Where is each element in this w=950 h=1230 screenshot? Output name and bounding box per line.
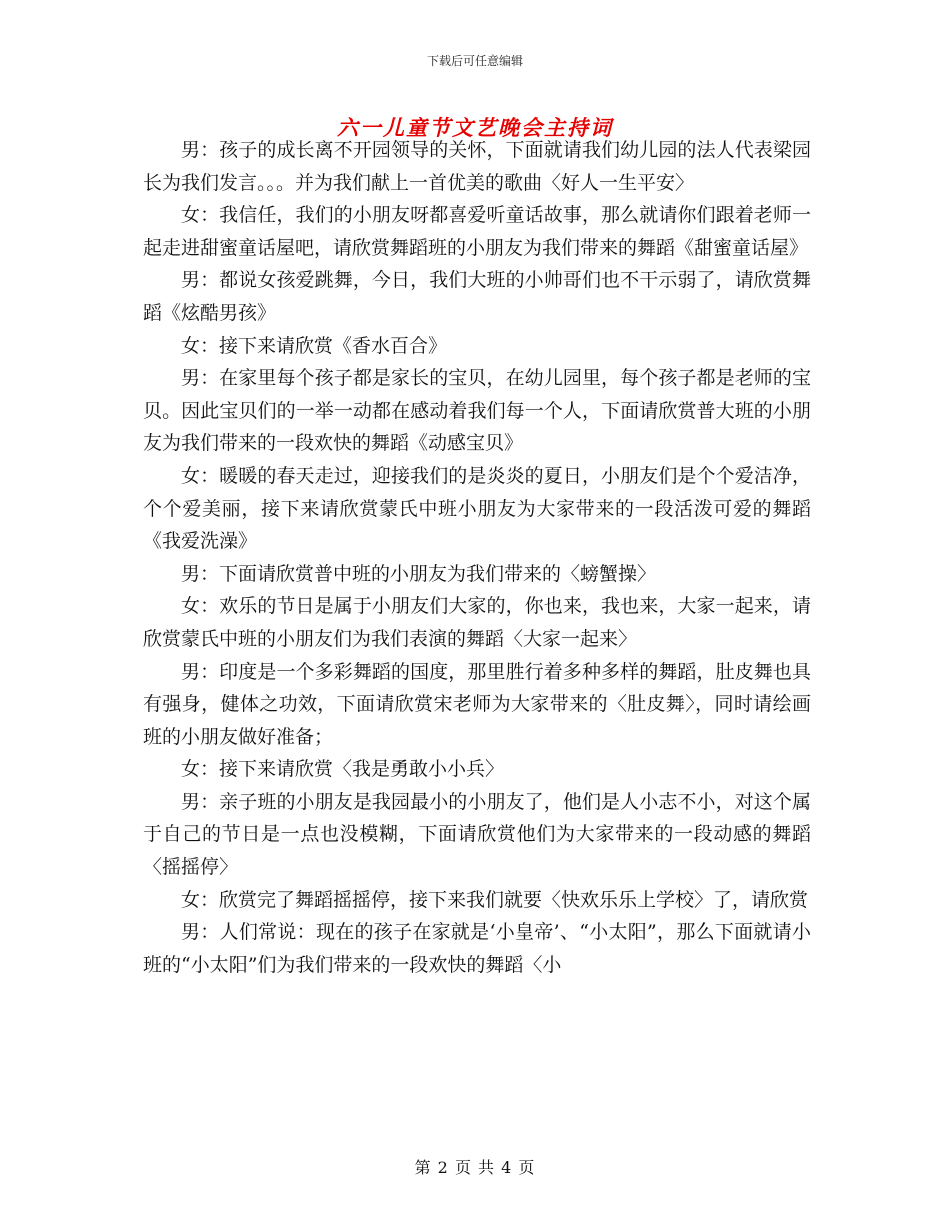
paragraph: 女：欣赏完了舞蹈摇摇停，接下来我们就要〈快欢乐乐上学校〉了，请欣赏: [181, 888, 809, 911]
paragraph: 男：亲子班的小朋友是我园最小的小朋友了，他们是人小志不小，对这个属于自己的节日是一点也没模糊，下面请欣赏他们为大家带来的一段动感的舞蹈〈摇摇停〉: [143, 790, 811, 879]
paragraph: 男：印度是一个多彩舞蹈的国度，那里胜行着多种多样的舞蹈，肚皮舞也具有强身，健体之功效，下面请欣赏宋老师为大家带来的〈肚皮舞〉，同时请绘画班的小朋友做好准备；: [143, 660, 811, 748]
paragraph: 女：暖暖的春天走过，迎接我们的是炎炎的夏日，小朋友们是个个爱洁净，个个爱美丽，接下来请欣赏蒙氏中班小朋友为大家带来的一段活泼可爱的舞蹈《我爱洗澡》: [143, 464, 811, 553]
paragraph: 女：欢乐的节日是属于小朋友们大家的，你也来，我也来，大家一起来，请欣赏蒙氏中班的小朋友们为我们表演的舞蹈〈大家一起来〉: [143, 595, 811, 650]
page-footer: 第 2 页 共 4 页: [414, 1158, 536, 1177]
paragraph: 男：孩子的成长离不开园领导的关怀，下面就请我们幼儿园的法人代表梁园长为我们发言。。。并为我们献上一首优美的歌曲〈好人一生平安〉: [143, 139, 811, 194]
paragraph: 女：接下来请欣赏〈我是勇敢小小兵〉: [181, 758, 505, 781]
body-text: [143, 134, 811, 981]
paragraph: 女：接下来请欣赏《香水百合》: [181, 334, 448, 357]
paragraph: 男：都说女孩爱跳舞，今日，我们大班的小帅哥们也不干示弱了，请欣赏舞蹈《炫酷男孩》: [143, 269, 811, 324]
paragraph: 女：我信任，我们的小朋友呀都喜爱听童话故事，那么就请你们跟着老师一起走进甜蜜童话屋吧，请欣赏舞蹈班的小朋友为我们带来的舞蹈《甜蜜童话屋》: [143, 204, 811, 259]
paragraph: 男：人们常说：现在的孩子在家就是‘小皇帝’、“小太阳”，那么下面就请小班的“小太阳”们为我们带来的一段欢快的舞蹈〈小: [143, 921, 811, 976]
paragraph: 男：在家里每个孩子都是家长的宝贝，在幼儿园里，每个孩子都是老师的宝贝。因此宝贝们的一举一动都在感动着我们每一个人，下面请欣赏普大班的小朋友为我们带来的一段欢快的舞蹈《动感宝贝》: [143, 367, 811, 455]
paragraph: 男：下面请欣赏普中班的小朋友为我们带来的〈螃蟹操〉: [181, 562, 657, 585]
header-note: 下载后可任意编辑: [426, 54, 523, 68]
document-title: 六一儿童节文艺晚会主持词: [337, 116, 613, 140]
